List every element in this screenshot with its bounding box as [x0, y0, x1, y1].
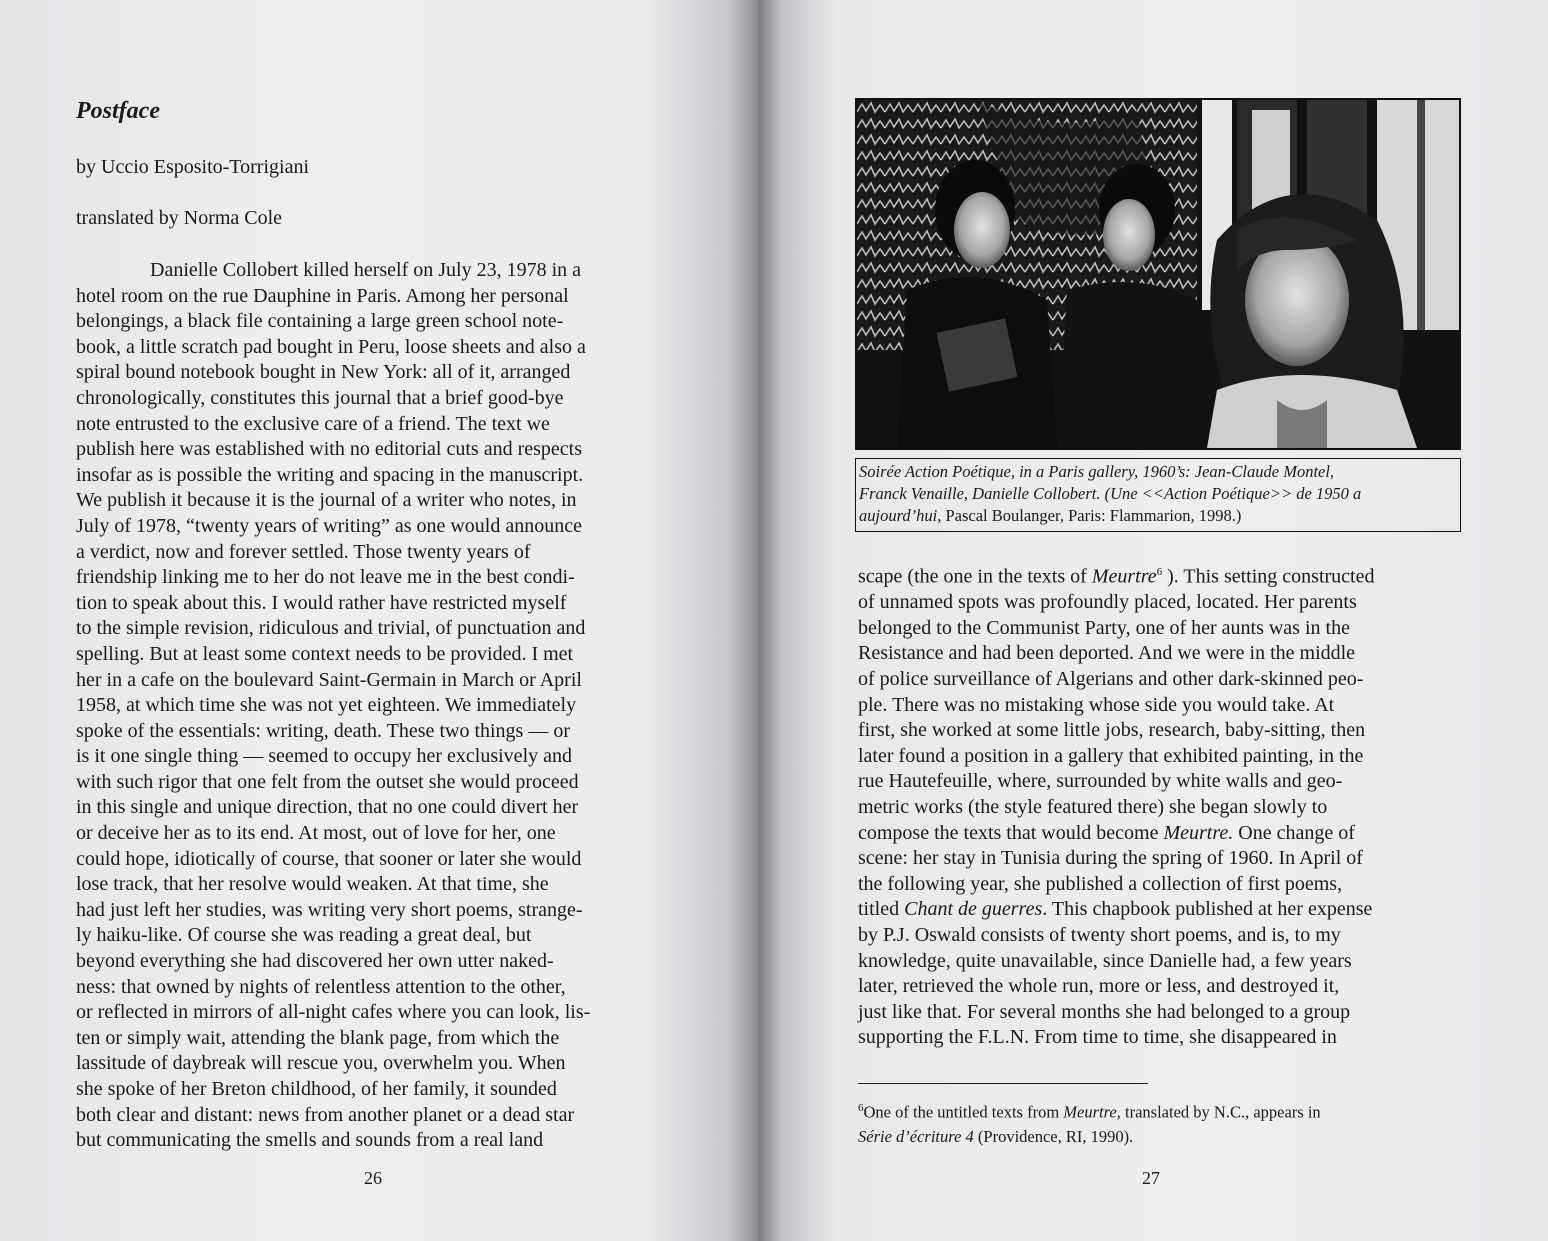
page-number-right: 27 — [1142, 1168, 1160, 1188]
text-line: ten or simply wait, attending the blank page, from which the — [76, 1026, 560, 1049]
line-text: titled — [858, 898, 905, 921]
line-text: supporting the F.L.N. From time to time, she disappeared in — [858, 1026, 1337, 1049]
text-line — [858, 641, 1374, 667]
text-line: in this single and unique direction, that no one could divert her — [76, 796, 579, 819]
chapter-heading: Postface — [76, 98, 160, 124]
text-line: a verdict, now and forever settled. Those twenty years of — [76, 540, 531, 563]
line-italic: Meurtre. — [1163, 821, 1234, 844]
text-line — [858, 744, 1374, 770]
footnote-pre: One of the untitled texts from — [863, 1102, 1064, 1122]
text-line: chronologically, constitutes this journal that a brief good-bye — [76, 386, 564, 409]
translator-line: translated by Norma Cole — [76, 207, 283, 229]
text-line — [858, 897, 1374, 923]
line-text: the following year, she published a collection of first poems, — [858, 872, 1343, 895]
text-line — [858, 616, 1374, 642]
text-line — [858, 949, 1374, 975]
line-text-after: . This chapbook published at her expense — [1042, 898, 1373, 921]
text-line: spoke of the essentials: writing, death. These two things — or — [76, 719, 570, 742]
line-text: scape (the one in the texts of — [858, 565, 1092, 588]
line-text: scene: her stay in Tunisia during the spring of 1960. In April of — [858, 847, 1363, 870]
line-text: knowledge, quite unavailable, since Danielle had, a few years — [858, 949, 1352, 972]
footnote-rule — [858, 1083, 1148, 1084]
caption-line-1: Soirée Action Poétique, in a Paris gallery, 1960’s: Jean-Claude Montel, — [859, 462, 1335, 481]
footnote-reference: 6 — [1156, 566, 1163, 578]
caption-line-3-italic: aujourd’hui, — [859, 506, 942, 525]
text-line — [858, 560, 1374, 590]
text-line: spelling. But at least some context needs to be provided. I met — [76, 642, 574, 665]
text-line: or reflected in mirrors of all-night cafes where you can look, lis- — [76, 1001, 591, 1024]
caption-line-2: Franck Venaille, Danielle Collobert. (Une <<Action Poétique>> de 1950 a — [859, 484, 1362, 503]
line-text: compose the texts that would become — [858, 821, 1164, 844]
text-line: both clear and distant: news from another planet or a dead star — [76, 1103, 575, 1126]
line-italic: Chant de guerres — [904, 898, 1043, 921]
line-text: metric works (the style featured there) she began slowly to — [858, 796, 1328, 818]
line-text: rue Hautefeuille, where, surrounded by white walls and geo- — [858, 770, 1343, 793]
text-line: We publish it because it is the journal of a writer who notes, in — [76, 489, 577, 512]
text-line: tion to speak about this. I would rather have restricted myself — [76, 591, 567, 614]
footnote — [858, 1096, 1321, 1149]
text-line — [858, 821, 1374, 847]
text-line: publish here was established with no editorial cuts and respects — [76, 438, 582, 461]
text-line — [858, 718, 1374, 744]
text-line: book, a little scratch pad bought in Peru, loose sheets and also a — [76, 335, 586, 358]
text-line: lassitude of daybreak will rescue you, overwhelm you. When — [76, 1052, 566, 1075]
text-line — [858, 974, 1374, 1000]
text-line — [858, 795, 1374, 821]
text-line — [858, 1000, 1374, 1026]
left-page — [0, 0, 758, 1241]
text-line: is it one single thing — seemed to occupy her exclusively and — [76, 745, 572, 768]
text-line — [858, 923, 1374, 949]
text-line: she spoke of her Breton childhood, of her family, it sounded — [76, 1078, 557, 1100]
text-line: with such rigor that one felt from the outset she would proceed — [76, 770, 579, 793]
photo-caption — [855, 458, 1461, 532]
historical-photo — [855, 98, 1461, 450]
text-line: belongings, a black file containing a large green school note- — [76, 310, 564, 333]
footnote-post: translated by N.C., appears in — [1120, 1102, 1321, 1122]
line-text: Resistance and had been deported. And we were in the middle — [858, 642, 1356, 665]
footnote-source: Série d’écriture 4 — [858, 1126, 974, 1146]
author-byline: by Uccio Esposito-Torrigiani — [76, 156, 309, 178]
line-text: ple. There was no mistaking whose side you would take. At — [858, 693, 1335, 716]
line-italic: Meurtre — [1091, 565, 1157, 588]
text-line: July of 1978, “twenty years of writing” as one would announce — [76, 514, 582, 537]
footnote-marker: 6 — [858, 1102, 864, 1114]
text-line: note entrusted to the exclusive care of a friend. The text we — [76, 412, 550, 435]
text-line: beyond everything she had discovered her own utter naked- — [76, 950, 554, 973]
page-number-left: 26 — [364, 1168, 382, 1188]
text-line: lose track, that her resolve would weaken. At that time, she — [76, 873, 549, 896]
line-text: of police surveillance of Algerians and other dark-skinned peo- — [858, 668, 1364, 691]
text-line — [858, 769, 1374, 795]
line-text: just like that. For several months she had belonged to a group — [858, 1000, 1351, 1023]
line-text: belonged to the Communist Party, one of her aunts was in the — [858, 616, 1350, 639]
text-line — [858, 590, 1374, 616]
caption-line-3-roman: Pascal Boulanger, Paris: Flammarion, 1998.) — [941, 506, 1242, 525]
text-line: friendship linking me to her do not leave me in the best condi- — [76, 566, 575, 589]
text-line — [858, 693, 1374, 719]
line-text: of unnamed spots was profoundly placed, located. Her parents — [858, 591, 1357, 614]
text-line: spiral bound notebook bought in New York: all of it, arranged — [76, 361, 571, 384]
line-text: first, she worked at some little jobs, research, baby-sitting, then — [858, 719, 1366, 742]
text-line: insofar as is possible the writing and spacing in the manuscript. — [76, 463, 584, 486]
text-line: her in a cafe on the boulevard Saint-Germain in March or April — [76, 668, 582, 691]
footnote-title: Meurtre, — [1063, 1102, 1121, 1122]
text-line: could hope, idiotically of course, that sooner or later she would — [76, 847, 582, 870]
text-line: to the simple revision, ridiculous and trivial, of punctuation and — [76, 617, 586, 640]
text-line — [858, 667, 1374, 693]
text-line — [858, 846, 1374, 872]
text-line: had just left her studies, was writing very short poems, strange- — [76, 898, 583, 921]
line-text: later, retrieved the whole run, more or less, and destroyed it, — [858, 975, 1340, 998]
text-line: or deceive her as to its end. At most, out of love for her, one — [76, 822, 556, 845]
left-body-text — [76, 258, 590, 1154]
line-text: later found a position in a gallery that exhibited painting, in the — [858, 744, 1364, 767]
line-text-after: One change of — [1233, 821, 1355, 844]
text-line — [858, 1025, 1374, 1051]
right-body-text — [858, 560, 1374, 1051]
text-line: but communicating the smells and sounds from a real land — [76, 1129, 544, 1152]
text-line: Danielle Collobert killed herself on July 23, 1978 in a — [150, 259, 582, 281]
text-line — [858, 872, 1374, 898]
text-line: 1958, at which time she was not yet eighteen. We immediately — [76, 694, 577, 717]
line-text: by P.J. Oswald consists of twenty short poems, and is, to my — [858, 923, 1341, 946]
text-line: hotel room on the rue Dauphine in Paris. Among her personal — [76, 284, 569, 307]
text-line: ness: that owned by nights of relentless attention to the other, — [76, 975, 566, 998]
text-line: ly haiku-like. Of course she was reading a great deal, but — [76, 924, 532, 947]
footnote-source-post: (Providence, RI, 1990). — [973, 1126, 1134, 1146]
line-text-after: ). This setting constructed — [1162, 565, 1375, 588]
